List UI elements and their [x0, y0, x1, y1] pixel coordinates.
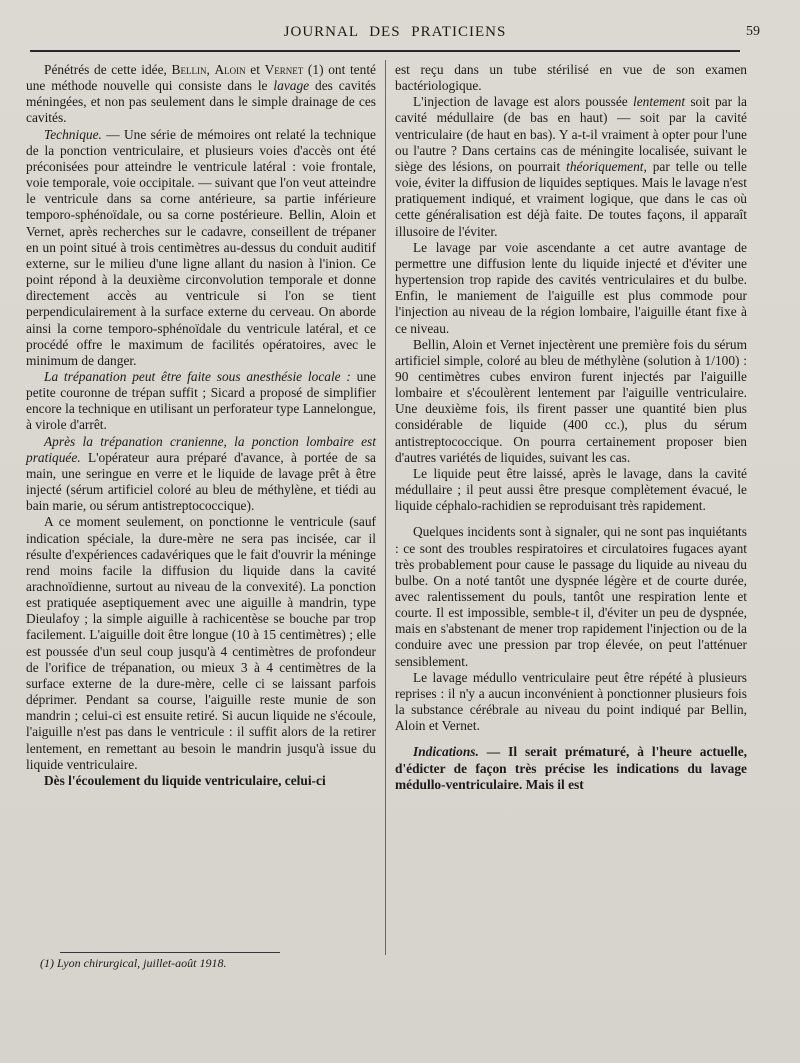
emphasis-lavage: lavage [273, 78, 310, 94]
text-run: , [206, 62, 215, 77]
text-run: Pénétrés de cette idée, [44, 62, 172, 77]
text-run: L'injection de lavage est alors poussée [413, 94, 633, 110]
right-column [395, 62, 747, 793]
header-rule [30, 50, 740, 52]
right-paragraph-liquide: Le liquide peut être laissé, après le lavage, dans la cavité médullaire ; il peut aussi être presque complètement évacué, le liquide céphalo-rachidien se reproduisant très rapidement. [395, 465, 747, 514]
right-paragraph-injection [395, 94, 747, 239]
text-run: L'opérateur aura préparé d'avance, à portée de sa main, une seringue en verre et le liquide de lavage prêt à être injecté (sérum artificiel coloré au bleu de méthylène, et tiédi au bain marie, ou sérum antistreptococcique). [26, 449, 376, 514]
text-run: — Une série de mémoires ont relaté la technique de la ponction ventriculaire, et plusieurs voies d'accès ont été préconisées pour atteindre le ventricule latéral : voie frontale, voie temporale, voie occipitale. — suivant que l'on veut atteindre le ventricule dans sa corne antérieure, sa partie inférieure temporo-sphénoïdale, ou sa corne postérieure. Bellin, Aloin et Vernet, après recherches sur le cadavre, conseillent de trépaner en un point situé à trois centimètres au-dessus du conduit auditif externe, sur le milieu d'une ligne allant du nasion à l'inion. Ce point répond à la deuxième circonvolution temporale et donne directement accès au ventricule si l'on se tient perpendiculairement à la surface externe du cerveau. On aborde ainsi la corne temporo-sphénoïdale du ventricule latéral, et ce procédé offre le maximum de facilités opératoires, avec le minimum de danger. [26, 126, 376, 368]
footnote: (1) Lyon chirurgical, juillet-août 1918. [40, 956, 227, 970]
left-paragraph-ecoulement: Dès l'écoulement du liquide ventriculaire, celui-ci [44, 772, 326, 788]
right-paragraph-incidents: Quelques incidents sont à signaler, qui ne sont pas inquiétants : ce sont des troubles respiratoires et circulatoires fugaces ayant très probablement pour cause le passage du liquide au niveau du bulbe. On a noté tantôt une dyspnée légère et de courte durée, avec ralentissement du pouls, tantôt une respiration lente et courte. Il est impossible, semble-t il, d'éviter un peu de dyspnée, mais en s'abstenant de mener trop rapidement l'injection ou de la conduire avec une pression par trop élevée, on peut l'atténuer sensiblement. [395, 524, 747, 669]
left-paragraph-1 [26, 62, 376, 127]
right-paragraph-voie-ascendante: Le lavage par voie ascendante a cet autre avantage de permettre une diffusion lente du liquide injecté et d'éviter une hypertension trop rapide des cavités ventriculaires et du bulbe. Enfin, le maniement de l'aiguille est plus commode pour l'injection au niveau de la région lombaire, l'aiguille étant fixe à ce niveau. [395, 239, 747, 336]
left-paragraph-ponction-ventricule: A ce moment seulement, on ponctionne le ventricule (sauf indication spéciale, la dure-mère ne sera pas incisée, car il résulte d'expériences cadavériques que le fait d'ouvrir la méninge rend moins facile la diffusion du liquide dans la cavité arachnoïdienne, surtout au niveau de la convexité). La ponction est pratiquée aseptiquement avec une aiguille à mandrin, type Dieulafoy ; la simple aiguille à rachicentèse se bouche par trop facilement. L'aiguille doit être longue (10 à 15 centimètres) ; elle est poussée d'un seul coup jusqu'à 4 centimètres de profondeur de l'orifice de trépanation, ou mieux 3 à 4 centimètres de la surface externe de la dure-mère, celle ci se laissant parfois déprimer. Pendant sa course, l'aiguille reste munie de son mandrin ; celui-ci est ensuite retiré. Si aucun liquide ne s'écoule, l'aiguille n'est pas dans le ventricule : il suffit alors de la retirer lentement, en remettant au besoin le mandrin jusqu'à issue du liquide ventriculaire. [26, 514, 376, 772]
right-paragraph-1: est reçu dans un tube stérilisé en vue de son examen bactériologique. [395, 62, 747, 94]
italic-run: Après la trépanation cranienne, la ponction lombaire est pratiquée. [26, 433, 376, 465]
left-paragraph-technique [26, 127, 376, 369]
section-heading-technique: Technique. [44, 126, 102, 142]
column-divider [385, 60, 386, 955]
left-column [26, 62, 376, 789]
running-title: JOURNAL DES PRATICIENS [283, 24, 507, 40]
author-bellin: Bellin [171, 62, 207, 77]
right-paragraph-indications [395, 744, 747, 792]
author-vernet: Vernet [264, 62, 304, 77]
text-run: (1) ont tenté une méthode nouvelle qui consiste dans le [26, 62, 376, 94]
page-header [30, 24, 760, 46]
text-run: une petite couronne de trépan suffit ; Sicard a proposé de simplifier encore la technique en utilisant un perforateur type Lannelongue, à virole d'arrêt. [26, 368, 376, 433]
left-paragraph-trepanation [26, 369, 376, 434]
text-run: , par telle ou telle voie, éviter la diffusion de liquides septiques. Mais le lavage n'est pratiquement indiqué, et vraiment logique, que dans le cas où cette généralisation est déjà faite. De toutes façons, il apparaît illusoire de l'éviter. [395, 158, 747, 239]
right-paragraph-repetition: Le lavage médullo ventriculaire peut être répété à plusieurs reprises : il n'y a aucun inconvénient à ponctionner plusieurs fois la substance cérébrale au niveau du point indiqué par Bellin, Aloin et Vernet. [395, 669, 747, 734]
author-aloin: Aloin [214, 62, 246, 77]
italic-run: lentement [632, 94, 686, 110]
footnote-rule [60, 952, 280, 953]
left-paragraph-ponction-lombaire [26, 434, 376, 515]
page-number: 59 [746, 24, 760, 39]
text-run: — Il serait prématuré, à l'heure actuelle, d'édicter de façon très précise les indications du lavage médullo-ventriculaire. Mais il est [395, 744, 747, 792]
text-run: et [245, 62, 265, 77]
text-run: des cavités méningées, et non pas seulement dans le simple drainage de ces cavités. [26, 78, 376, 126]
section-heading-indications: Indications. [413, 744, 479, 760]
italic-run: La trépanation peut être faite sous anesthésie locale : [44, 368, 351, 384]
right-paragraph-injections: Bellin, Aloin et Vernet injectèrent une première fois du sérum artificiel simple, coloré au bleu de méthylène (solution à 1/100) : 90 centimètres cubes environ furent injectés par l'aiguille lombaire et s'écoulèrent lentement par l'aiguille ventriculaire. Une deuxième fois, ils firent passer une quantité bien plus considérable de liquide (400 cc.), plus du sérum antistreptococcique. On pourra certainement proposer bien d'autres variétés de liquides, suivant les cas. [395, 336, 747, 465]
italic-run: théoriquement [566, 158, 644, 174]
text-run: soit par la cavité médullaire (de bas en haut) — soit par la cavité ventriculaire (de haut en bas). Y a-t-il vraiment à opter pour l'une ou l'autre ? Dans certains cas de méningite localisée, suivant le siège des lésions, on pourrait [395, 94, 747, 174]
